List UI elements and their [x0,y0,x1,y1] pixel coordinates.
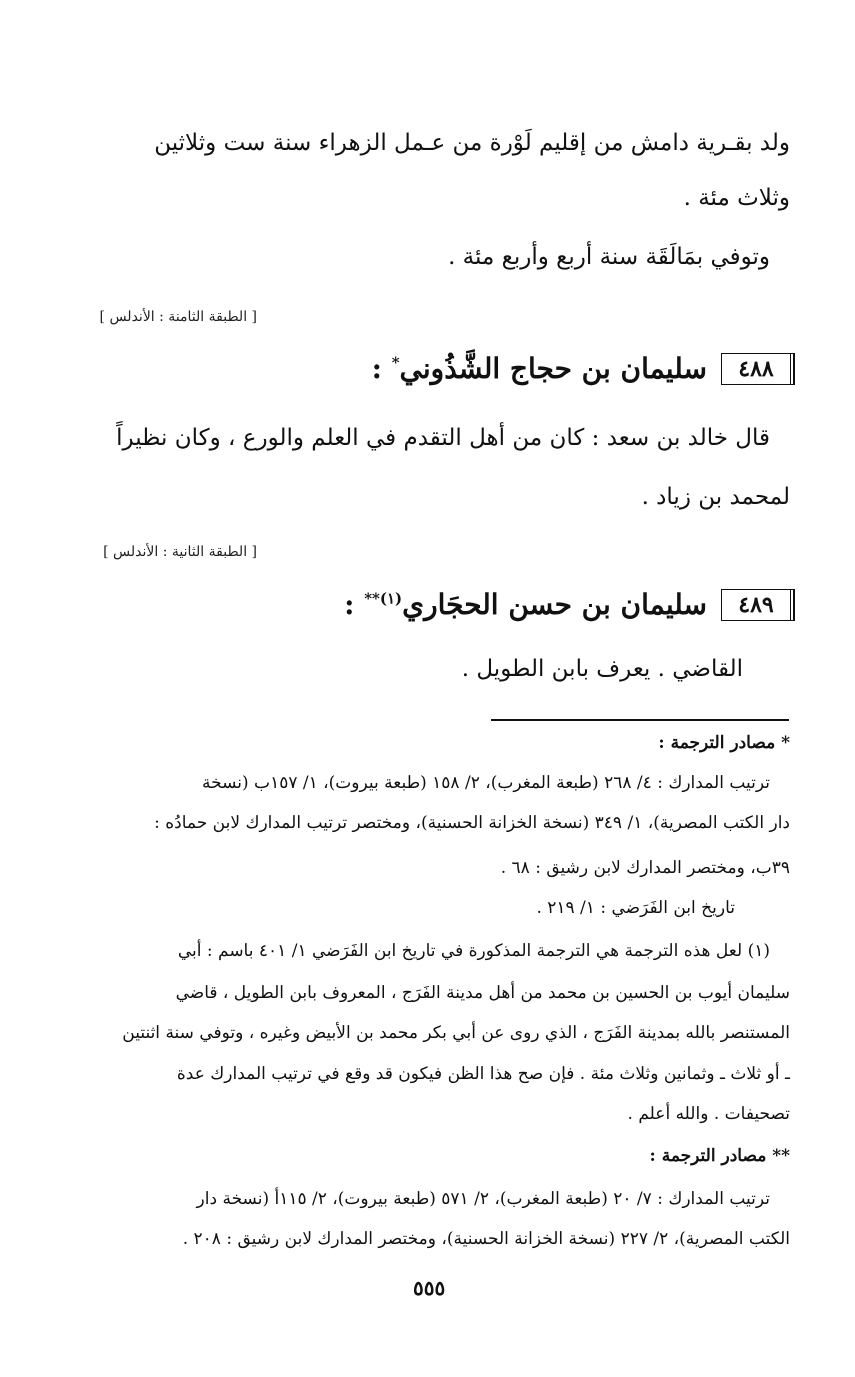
paragraph-line: وتوفي بمَالَقَة سنة أربع وأربع مئة . [448,244,770,270]
entry-title-text: سليمان بن حسن الحجَاري [402,588,707,621]
footnote-line: دار الكتب المصرية)، ١/ ٣٤٩ (نسخة الخزانة الحسنية)، ومختصر ترتيب المدارك لابن حمادُه : [154,813,790,833]
footnote-line: (١) لعل هذه الترجمة هي الترجمة المذكورة في تاريخ ابن الفَرَضي ١/ ٤٠١ باسم : أبي [177,941,770,961]
footnote-line: سليمان أيوب بن الحسين بن محمد من أهل مدينة الفَرَج ، المعروف بابن الطويل ، قاضي [175,983,790,1003]
footnote-line: المستنصر بالله بمدينة الفَرَج ، الذي روى عن أبي بكر محمد بن الأبيض وغيره ، وتوفي سنة اثنتين [122,1023,790,1043]
sources-heading: ** مصادر الترجمة : [649,1146,790,1166]
source-mark: (١)** [364,589,403,608]
entry-number: ٤٨٨ [721,353,791,385]
footnote-line: تصحيفات . والله أعلم . [627,1104,790,1124]
footnote-separator [491,719,789,721]
entry-heading-488 [372,352,791,385]
entry-title [344,588,707,621]
entry-colon: : [344,588,355,621]
footnote-line: ترتيب المدارك : ٧/ ٢٠ (طبعة المغرب)، ٢/ ٥٧١ (طبعة بيروت)، ٢/ ١١٥أ (نسخة دار [196,1189,770,1209]
footnote-line: ترتيب المدارك : ٤/ ٢٦٨ (طبعة المغرب)، ٢/ ١٥٨ (طبعة بيروت)، ١/ ١٥٧ب (نسخة [202,773,770,793]
paragraph-line: لمحمد بن زياد . [641,484,790,510]
footnote-line: تاريخ ابن الفَرَضي : ١/ ٢١٩ . [536,898,735,918]
paragraph-line: وثلاث مئة . [683,185,790,211]
entry-title-text: سليمان بن حجاج الشَّذُوني [399,352,707,385]
sources-heading: * مصادر الترجمة : [658,733,790,753]
entry-colon: : [371,352,382,385]
paragraph-line: القاضي . يعرف بابن الطويل . [461,656,743,682]
paragraph-line: قال خالد بن سعد : كان من أهل التقدم في العلم والورع ، وكان نظيراً [116,425,770,451]
entry-number: ٤٨٩ [721,589,791,621]
entry-title [372,352,707,385]
layer-label: [ الطبقة الثامنة : الأندلس ] [99,309,257,325]
layer-label: [ الطبقة الثانية : الأندلس ] [103,544,257,560]
footnote-line: ٣٩ب، ومختصر المدارك لابن رشيق : ٦٨ . [500,858,790,878]
paragraph-line: ولد بقـرية دامش من إقليم لَوْرة من عـمل الزهراء سنة ست وثلاثين [154,130,790,156]
entry-heading-489 [344,588,791,621]
footnote-line: الكتب المصرية)، ٢/ ٢٢٧ (نسخة الخزانة الحسنية)، ومختصر المدارك لابن رشيق : ٢٠٨ . [182,1229,790,1249]
footnote-line: ـ أو ثلاث ـ وثمانين وثلاث مئة . فإن صح هذا الظن فيكون قد وقع في ترتيب المدارك عدة [176,1064,790,1084]
page-number: ٥٥٥ [413,1276,446,1300]
source-mark: * [391,353,400,372]
